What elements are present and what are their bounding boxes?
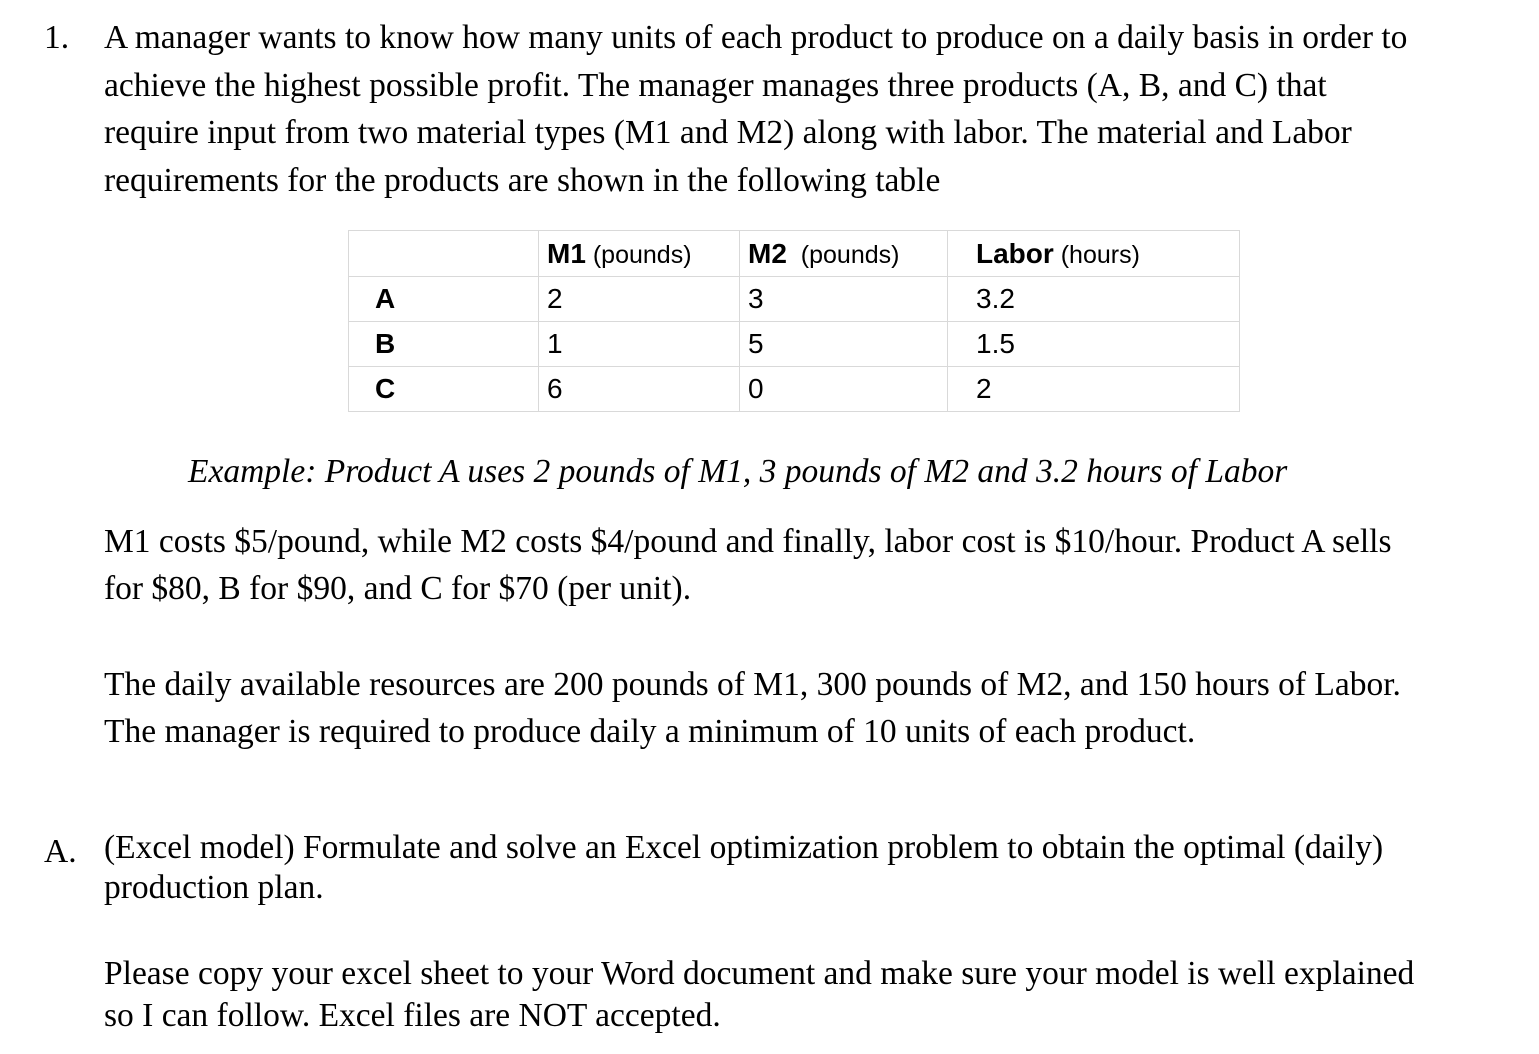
header-m2-label: M2 [748, 237, 787, 269]
product-cell: C [349, 367, 539, 412]
product-cell: A [349, 277, 539, 322]
m1-cell: 2 [539, 277, 740, 322]
part-a-paragraph [104, 828, 1524, 908]
costs-line: for $80, B for $90, and C for $70 (per unit). [104, 570, 692, 607]
header-cell-labor [948, 231, 1240, 277]
question-number: 1. [44, 19, 70, 56]
instructions-line: Please copy your excel sheet to your Word document and make sure your model is well explained [104, 955, 1415, 992]
question-intro [104, 14, 1524, 204]
m1-cell: 1 [539, 322, 740, 367]
header-m1-label: M1 [547, 237, 586, 269]
m2-cell: 0 [740, 367, 948, 412]
labor-cell: 1.5 [948, 322, 1240, 367]
m2-cell: 3 [740, 277, 948, 322]
intro-line: achieve the highest possible profit. The manager manages three products (A, B, and C) that [104, 66, 1327, 104]
part-a-label: A. [44, 833, 77, 870]
instructions-paragraph [104, 953, 1524, 1037]
header-cell-m1 [539, 231, 740, 277]
instructions-line: so I can follow. Excel files are NOT accepted. [104, 997, 721, 1034]
table-row [349, 277, 1240, 322]
header-labor-unit: (hours) [1053, 240, 1140, 269]
example-caption: Example: Product A uses 2 pounds of M1, 3 pounds of M2 and 3.2 hours of Labor [188, 453, 1288, 490]
header-m2-unit: (pounds) [786, 240, 900, 269]
header-labor-label: Labor [976, 237, 1054, 269]
intro-line: A manager wants to know how many units of each product to produce on a daily basis in order to [104, 19, 1408, 56]
table-row [349, 322, 1240, 367]
requirements-table [348, 230, 1240, 412]
m2-cell: 5 [740, 322, 948, 367]
header-m1-unit: (pounds) [585, 240, 692, 269]
costs-paragraph [104, 518, 1524, 612]
labor-cell: 2 [948, 367, 1240, 412]
resources-line: The daily available resources are 200 pounds of M1, 300 pounds of M2, and 150 hours of Labor. [104, 666, 1401, 703]
costs-line: M1 costs $5/pound, while M2 costs $4/pound and finally, labor cost is $10/hour. Product A sells [104, 523, 1392, 560]
m1-cell: 6 [539, 367, 740, 412]
intro-line: require input from two material types (M1 and M2) along with labor. The material and Labor [104, 114, 1352, 151]
resources-paragraph [104, 661, 1524, 755]
part-a-line: production plan. [104, 869, 324, 906]
table-row [349, 367, 1240, 412]
header-cell-empty [349, 231, 539, 277]
table-header-row [349, 231, 1240, 277]
intro-line: requirements for the products are shown in the following table [104, 161, 941, 199]
resources-line: The manager is required to produce daily a minimum of 10 units of each product. [104, 713, 1196, 750]
part-a-line: (Excel model) Formulate and solve an Excel optimization problem to obtain the optimal (daily) [104, 829, 1384, 866]
header-cell-m2 [740, 231, 948, 277]
product-cell: B [349, 322, 539, 367]
labor-cell: 3.2 [948, 277, 1240, 322]
